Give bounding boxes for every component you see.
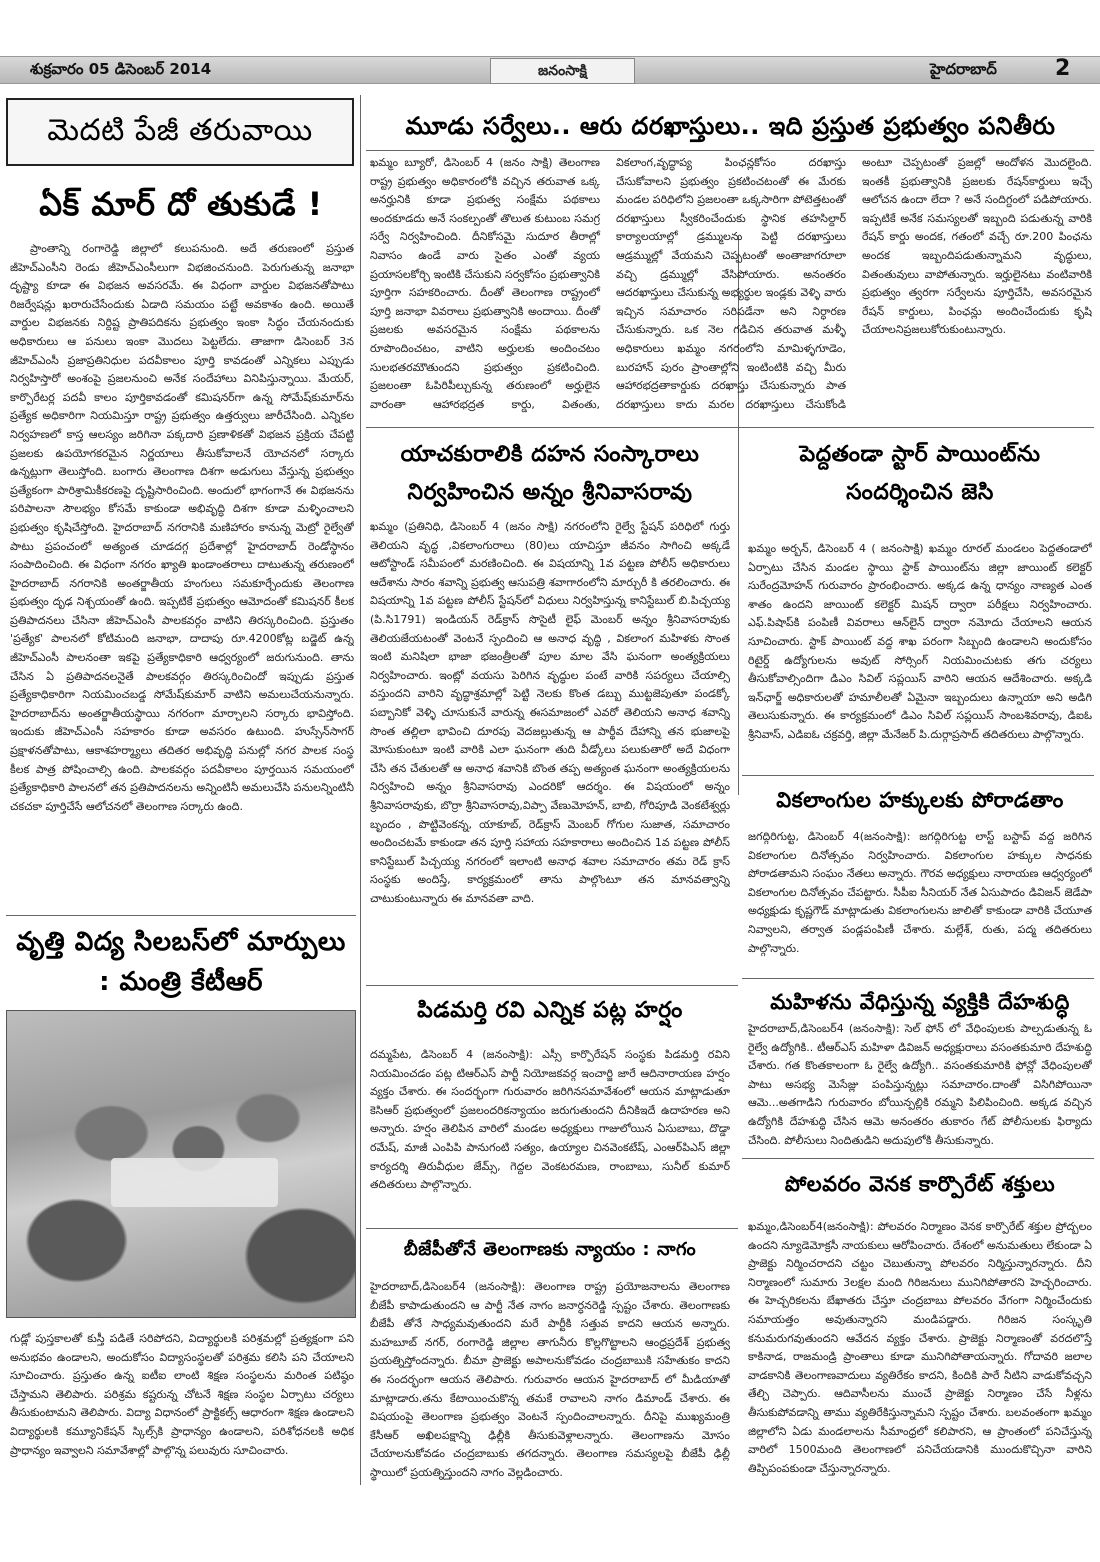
beggar-story-headline-2: నిర్వహించిన అన్నం శ్రీనివాసరావు <box>407 480 693 505</box>
city-name: హైదరాబాద్ <box>930 60 997 78</box>
polavaram-headline: పోలవరం వెనక కార్పొరేట్ శక్తులు <box>784 1172 1056 1196</box>
page-number: 2 <box>1055 56 1071 81</box>
article-syllabus-body: గుడ్లో పుస్తకాలతో కుస్తీ పడితే సరిపోదని, విద్యార్థులకి పరిశ్రమల్లో ప్రత్యక్షంగా పని అనుభవం ఉండాలని, అందుకోసం విద్యాసంస్థలతో పరిశ్రమ కలిసి పని చేయాలని సూచించారు. ప్రస్తుతం ఉన్న ఐటీఐ లాంటి శిక్షణ సంస్థలను మరింత పటిష్ఠం చేస్తామని తెలిపారు. పరిశ్రమ కష్టరున్న చోటనే శిక్షణ సంస్థల ఏర్పాటు చర్యలు తీసుకుంటామని తెలిపారు. విద్యా విధానంలో ప్రాక్టికల్స్ ఆధారంగా శిక్షణ ఉండాలని విద్యార్థులకి కమ్యూనికేషన్ స్కిల్స్‌కి ప్రాధాన్యం ఉండాలని, పరిశోధనలకి అధిక ప్రాధాన్యం ఇవ్వాలని సమావేశాల్లో పాల్గొన్న పలువురు సూచించారు. <box>10 1332 354 1457</box>
top-story-headline: మూడు సర్వేలు.. ఆరు దరఖాస్తులు.. ఇది ప్రస్తుత ప్రభుత్వం పనితీరు <box>405 112 1056 140</box>
issue-date: శుక్రవారం 05 డిసెంబర్ 2014 <box>30 60 212 78</box>
disabled-rights-body: జగద్గిరిగుట్ట, డిసెంబర్ 4(జనంసాక్షి): జగద్గిరిగుట్ట లాస్ట్ బస్టాప్ వద్ద జరిగిన వికలాంగుల దినోత్సవం నిర్వహించారు. వికలాంగుల హక్కుల సాధనకు పోరాడతామని సంఘం నేతలు అన్నారు. గౌరవ అధ్యక్షులు నారాయణ ఆధ్వర్యంలో వికలాంగుల దినోత్సవం చేపట్టారు. సీపీఐ సీనియర్ నేత ఏసుపాదం డివిజన్ జెడేపా అధ్యక్షుడు కృష్ణగౌడ్ మాట్లాడుతు వికలాంగులను జాలితో కాకుండా వారికి చేయూత నివ్వాలని, తర్వాత పండ్లపంపిణీ చేశారు. మల్లేశ్, రుతు, పద్మ తదితరులు పాల్గొన్నారు. <box>748 830 1092 955</box>
article-ek-mar-headline: ఏక్ మార్ దో తుకుడే ! <box>39 185 323 223</box>
top-story-body: ఖమ్మం బ్యూరో, డిసెంబర్ 4 (జనం సాక్షి) తెలంగాణ రాష్ట్ర ప్రభుత్వం అధికారంలోకి వచ్చిన తరువాత ఒక్క అనర్హునికి కూడా ప్రభుత్వ సంక్షేమ పథకాలు అందకూడదు అనే సంకల్పంతో తొలుత కుటుంబ సమగ్ర సర్వే నిర్వహించింది. దీనికోసమై సుదూర తీరాల్లో నివాసం ఉండే వారు సైతం ఎంతో వ్యయ ప్రయాసలకోర్చి ఇంటికి చేసుకుని సర్వకోసం ప్రభుత్వానికి పూర్తిగా సహకరించారు. దీంతో తెలంగాణ రాష్ట్రంలో పూర్తి జనాభా వివరాలు ప్రభుత్వానికి అందాయి. దీంతో ప్రజలకు అవసరమైన సంక్షేమ పథకాలను రూపొందించటం, వాటిని అర్హులకు అందించటం సులభతరమౌతుందని ప్రభుత్వం ప్రకటించింది. ప్రజలంతా ఓపిరిపీల్చుకున్న తరుణంలో అర్హులైన వారంతా ఆహారభద్రత కార్డు, వితంతు, వికలాంగ,వృద్ధాప్య పింఛన్లకోసం దరఖాస్తు చేసుకోవాలని ప్రభుత్వం ప్రకటించటంతో ఈ మేరకు మండల పరిధిలోని ప్రజలంతా ఒక్కసారిగా పోటెత్తటంతో దరఖాస్తులు స్వీకరించేందుకు స్థానిక తహసిల్దార్ కార్యాలయాల్లో డ్రమ్ములను పెట్టి దరఖాస్తులు ఆడ్రమ్ముల్లో వేయమని చెప్పటంతో అంతాజాగరూలా వచ్చి డ్రమ్ముల్లో వేసిపోయారు. అనంతరం ఆదరఖాస్తులు చేసుకున్న అభ్యర్థుల ఇండ్లకు వెళ్ళి వారు ఇచ్చిన సమాచారం సరిపడేనా అని నిర్ధారణ చేసుకున్నారు. ఒక నెల గడిచిన తరువాత మళ్ళీ అధికారులు ఖమ్మం నగరంలోని మామిళ్ళగూడెం, బురహాన్ పురం ప్రాంతాల్లోని ఇంటింటికి వచ్చి మీరు ఆహారభద్రతాకార్డుకు దరఖాస్తు చేసుకున్నారు పాత దరఖాస్తులు కాదు మరల దరఖాస్తులు చేసుకోండి అంటూ చెప్పటంతో ప్రజల్లో ఆందోళన మొదలైంది. ఇంతకీ ప్రభుత్వానికి ప్రజలకు రేషన్‌కార్డులు ఇచ్చే ఆలోచన ఉందా లేదా ? అనే సందిగ్దంలో పడిపోయారు. ఇప్పటికే అనేక సమస్యలతో ఇబ్బంది పడుతున్న వారికి రేషన్ కార్డు అందక, గతంలో వచ్చే రూ.200 పింఛను అందక ఇబ్బందిపడుతున్నామని వృద్ధులు, వితంతువులు వాపోతున్నారు. ఇర్హులైనటు వంటివారికి ప్రభుత్వం త్వరగా సర్వేలను పూర్తిచేసి, అవసరమైన రేషన్ కార్డులు, పింఛన్లు అందించేందుకు కృషి చేయాలనిప్రజలుకోరుకుంటున్నారు. <box>370 156 1092 411</box>
newspaper-logo: జనంసాక్షి <box>490 58 635 84</box>
right-rule-1 <box>742 775 1094 776</box>
article-syllabus-headline-2: : మంత్రి కేటీఆర్ <box>99 967 263 997</box>
harassment-headline: మహిళను వేధిస్తున్న వ్యక్తికి దేహశుద్ధి <box>770 990 1070 1014</box>
disabled-rights-headline: వికలాంగుల హక్కులకు పోరాడతాం <box>776 788 1064 812</box>
middle-rule-2 <box>366 1228 738 1229</box>
right-rule-3 <box>742 1158 1094 1159</box>
continued-banner: మెదటి పేజీ తరువాయి <box>6 98 354 166</box>
star-point-body: ఖమ్మం అర్బన్, డిసెంబర్ 4 ( జనంసాక్షి) ఖమ్మం రూరల్ మండలం పెద్దతండాలో ఏర్పాటు చేసిన మండల స్థాయి స్టాక్ పాయింట్‌ను జిల్లా జాయింట్ కలెక్టర్ సురేంద్రమోహన్ గురువారం ప్రారంభించారు. అక్కడ ఉన్న ధాన్యం నాణ్యత ఎంత శాతం ఉందని జాయింట్ కలెక్టర్ మిషన్ ద్వారా పరీక్షలు నిర్వహించారు. ఎఫ్.పిషాప్‌కి పంపిణీ వివరాలు ఆన్‌లైన్ ద్వారా నమోదు చేయాలని ఆయన సూచించారు. స్టాక్ పాయింట్ వద్ద శాఖ పరంగా సిబ్బంది ఉండాలని అందుకోసం రిటైర్డ్ ఉద్యోగులను అవుట్ సోర్సింగ్ నియమించుటకు తగు చర్యలు తీసుకోవాల్సిందిగా డిఎం సివిల్ సప్లయిస్ వారిని ఆయన ఆదేశించారు. అక్కడి ఇన్‌ఛార్జ్ అధికారులతో హమాలీలతో ఏమైనా ఇబ్బందులు ఉన్నాయా అని అడిగి తెలుసుకున్నారు. ఈ కార్యక్రమంలో డిఎం సివిల్ సప్లయిస్ సాంబశివరావు, డిఐఓ శ్రీనివాస్, ఎడిఐఓ చక్రవర్తి, జిల్లా మేనేజర్ పి.దుర్గాప్రసాద్ తదితరులు పాల్గొన్నారు. <box>748 542 1092 741</box>
article-syllabus-headline-1: వృత్తి విద్య సిలబస్‌లో మార్పులు <box>16 927 346 957</box>
top-story-rule <box>366 150 1094 151</box>
bjp-headline: బీజేపీతోనే తెలంగాణకు న్యాయం : నాగం <box>403 1239 697 1260</box>
left-separator <box>6 915 356 916</box>
star-point-headline-1: పెద్దతండా స్టార్ పాయింట్‌ను <box>799 442 1041 467</box>
pidamarthi-body: దమ్మపేట, డిసెంబర్ 4 (జనంసాక్షి): ఎస్సీ కార్పొరేషన్ సంస్థకు పిడమర్తి రవిని నియమించడం పట్ల టిఆర్ఎస్ పార్టీ నియోజకవర్గ ఇంచార్జి జారే ఆదినారాయణ హర్షం వ్యక్తం చేశారు. ఈ సందర్భంగా గురువారం జరిగినసమావేశంలో ఆయన మాట్లాడుతూ కెసిఆర్ ప్రభుత్వంలో ప్రజలందరికన్యాయం జరుగుతుందని దీనికిఇదే ఉదాహరణ అని అన్నారు. హర్షం తెలిపిన వారిలో మండల అధ్యక్షులు గాజులోయిన ఏసుబాబు, దొడ్డా రమేష్, మాజీ ఎంపిపి పానుగంటి సత్యం, ఉయ్యాల చినవెంకటేష్, ఎంఆర్‌పిఎస్ జిల్లా కార్యదర్శి తిరువీధుల జేమ్స్, గెద్దల వెంకటరమణ, రాంబాబు, సునీల్ కుమార్ తదితరులు పాల్గొన్నారు. <box>370 1048 730 1192</box>
top-story-bottom-rule <box>366 427 1094 428</box>
beggar-story-body: ఖమ్మం (ప్రతినిధి, డిసెంబర్ 4 (జనం సాక్షి) నగరంలోని రైల్వే స్టేషన్ పరిధిలో గుర్తు తెలియని వృద్ధ ,వికలాంగురాలు (80)లు యాచిస్తూ జీవనం సాగించి అక్కడే ఆటోస్టాండ్ సమీపంలో మరణించింది. ఈ విషయాన్ని 1వ పట్టణ పోలీస్ అధికారులు ఆదేశాను సారం శవాన్ని ప్రభుత్వ ఆసుపత్రి శవాగారంలోని మార్చురీ కి తరలించారు. ఈ విషయాన్ని 1వ పట్టణ పోలీస్ స్టేషన్‌లో విధులు నిర్వహిస్తున్న కానిస్టేబుల్ బి.పిచ్చయ్య (పి.సి1791) ఇండియన్ రెడ్‌క్రాస్ సొసైటీ లైఫ్ మెంబర్ అన్నం శ్రీనివాసరావుకు తెలియజేయటంతో వెంటనే స్పందించి ఆ అనాధ వృద్ధి , వికలాంగ మహిళకు సొంత ఇంటి మనిషిలా భాజా భజంత్రీలతో పూల మాల వేసి ఘనంగా అంత్యక్రియలు నిర్వహించారు. ఇంట్లో వయసు పెరిగిన వృద్ధుల పంటే వారికి సపర్యలు చేయాల్సి వస్తుందని వారిని వృద్ధాశ్రమాల్లో పెట్టి నెలకు కొంత డబ్బు ముట్టజెపుతూ పండక్కో పబ్బానికో వెళ్ళి చూసుకునే వారున్న ఈసమాజంలో ఎవరో తెలియని అనాధ శవాన్ని సొంత తల్లిలా భావించి దూరపు వెదజల్లుతున్న ఆ పార్థీవ దేహాన్ని తన భుజాలపై మోసుకుంటూ ఇంటి వారికి ఎలా ఘనంగా తుది వీడ్కోలు పలుకుతారో అదే విధంగా చేసి తన చేతులతో ఆ అనాధ శవానికి బొంత తప్ప అత్యంత ఘనంగా అంత్యక్రియలను నిర్వహించి అన్నం శ్రీనివాసరావు ఎందరికో ఆదర్శం. ఈ విషయంలో అన్నం శ్రీనివాసరావుకు, బొర్రా శ్రీనివాసరావు,విప్పా వేణుమోహన్, బాబి, గోరిపూడి వెంకటేశ్వర్లు బృందం , పొట్టివెంకన్న, యాకూబ్, రెడ్‌క్రాస్ మెంబర్ గోగుల సుజాత, సమాచారం అందించటమే కాకుండా తన పూర్తి సహాయ సహకారాలు అందించిన 1వ పట్టణ పోలీస్ కానిస్టేబుల్ పిచ్చయ్య నగరంలో ఇలాంటి అనాధ శవాల సమాచారం తమ రెడ్ క్రాస్ సంస్థకు అందిస్తే, కార్యక్రమంలో తాను పాల్గొంటూ తన మానవత్వాన్ని చాటుకుంటున్నారు ఈ మానవతా వాది. <box>370 520 730 905</box>
middle-rule-1 <box>366 985 738 986</box>
star-point-headline-2: సందర్శించిన జెసి <box>846 480 994 505</box>
harassment-body: హైదరాబాద్,డిసెంబర్4 (జనంసాక్షి): సెల్ ఫోన్ లో వేధింపులకు పాల్పడుతున్న ఓ రైల్వే ఉద్యోగికి.. టీఆర్ఎస్ మహిళా డివిజన్ అధ్యక్షురాలు వసంతకుమారి దేహశుద్ధి చేశారు. గత కొంతకాలంగా ఓ రైల్వే ఉద్యోగి.. వసంతకుమారికి ఫోన్లో వేధింపులతో పాటు అసభ్య మెసేజ్లు పంపిస్తున్నట్లు సమాచారం.దాంతో విసిగిపోయినా ఆమె...అతగాడిని గురువారం బోయిన్పల్లికి రమ్మని పిలిపించింది. అక్కడ వచ్చిన ఉద్యోగికి దేహశుద్ధి చేసిన ఆమె అనంతరం తుకారం గేట్ పోలీసులకు ఫిర్యాదు చేసింది. పోలీసులు నిందితుడిని అదుపులోకి తీసుకున్నారు. <box>748 1022 1092 1147</box>
column-divider-left <box>360 95 361 1485</box>
pidamarthi-headline: పిడమర్తి రవి ఎన్నిక పట్ల హర్షం <box>417 998 683 1023</box>
polavaram-body: ఖమ్మం,డిసెంబర్4(జనంసాక్షి): పోలవరం నిర్మాణం వెనక కార్పొరేట్ శక్తుల ప్రోద్బలం ఉందని న్యూడెమోక్రసీ నాయకులు ఆరోపించారు. దేశంలో అనుమతులు లేకుండా ఏ ప్రాజెక్టు నిర్మించరాదని చట్టం చెబుతున్నా పోలవరం నిర్మిస్తున్నారన్నారు. దీని నిర్మాణంలో సుమారు 3లక్షల మంది గిరిజనులు మునిగిపోతారని హెచ్చరించారు. ఈ హెచ్చరికలను బేఖాతరు చేస్తూ చంద్రబాబు పోలవరం వేగంగా నిర్మించేందుకు సమాయత్తం అవుతున్నారని మండిపడ్డారు. గిరిజన సంస్కృతి కనుమరుగవుతుందని ఆవేదన వ్యక్తం చేశారు. ప్రాజెక్టు నిర్మాణంతో వరదలొస్తే కాకినాడ, రాజమండ్రి ప్రాంతాలు కూడా మునిగిపోతాయన్నారు. గోదావరి జలాల వాడకానికి తెలంగాణవాదులు వ్యతిరేకం కాదని, కిందికి పారే నీటిని వాడుకోవచ్చని తేల్చి చెప్పారు. ఆదివాసీలను ముంచే ప్రాజెక్టు నిర్మాణం చేసే నీళ్లను తీసుకుపోవడాన్ని తాము వ్యతిరేకిస్తున్నామని స్పష్టం చేశారు. బలవంతంగా ఖమ్మం జిల్లాలోని ఏడు మండలాలను సీమాంధ్రలో కలిపారని, ఆ ప్రాంతంలో పనిచేస్తున్న వారిలో 1500మంది తెలంగాణలో పనిచేయడానికి ముందుకొచ్చినా వారిని తిప్పిపంపకుండా చేస్తున్నారన్నారు. <box>748 1220 1092 1475</box>
meeting-photo <box>6 1010 356 1318</box>
article-ek-mar-body: ప్రాంతాన్ని రంగారెడ్డి జిల్లాలో కలుపనుంది. అదే తరుణంలో ప్రస్తుత జీహెచ్ఎంసీని రెండు జీహెచ్ఎంసీలుగా విభజించనుంది. పెరుగుతున్న జనాభా దృష్ట్యా కూడా ఈ విభజన అవసరమే. ఈ విధంగా వార్డుల విభజనతోపాటు రిజర్వేషన్లు ఖరారుచేసేందుకు ఏడాది సమయం పట్టే అవకాశం ఉంది. అయితే వార్డుల విభజనకు నిర్దిష్ట ప్రాతిపదికను ప్రభుత్వం ఇంకా సిద్ధం చేయనందుకు అధికారులు ఆ పనులు ఇంకా మొదలు పెట్టలేదు. తాజాగా డిసెంబర్ 3న జీహెచ్ఎంసీ ప్రజాప్రతినిధుల పదవీకాలం పూర్తి కావడంతో ఎన్నికలు ఎప్పుడు నిర్వహిస్తారో అంశంపై ప్రజలనుంచి అనేక సందేహాలు వినిపిస్తున్నాయి. మేయర్, కార్పొరేటర్ల పదవీ కాలం పూర్తికావడంతో కమిషనర్‌గా ఉన్న సోమేష్‌కుమార్‌ను ప్రత్యేక అధికారిగా నియమిస్తూ రాష్ట్ర ప్రభుత్వం ఉత్తర్వులు జారీచేసింది. ఎన్నికల నిర్వహణలో కాస్త ఆలస్యం జరిగినా పక్కదారి ప్రణాళికతో విభజన ప్రక్రియ చేపట్టి ప్రజలకు ఉపయోగకరమైన నిర్ణయాలు తీసుకోవాలనే యోచనలో సర్కారు ఉన్నట్లుగా తెలుస్తోంది. బంగారు తెలంగాణ దిశగా అడుగులు వేస్తున్న ప్రభుత్వం ప్రత్యేకంగా పారిశ్రామికీకరణపై దృష్టిసారించింది. అందులో భాగంగానే ఈ విభజనను పరిపాలనా సౌలభ్యం కోసమే కాకుండా అభివృద్ధి దిశగా కూడా మళ్ళించాలని ప్రభుత్వం కృషిచేస్తోంది. హైదరాబాద్ నగరానికి మణిహారం కానున్న మెట్రో రైల్వేతో పాటు ప్రపంచంలో అత్యంత చూడదగ్గ ప్రదేశాల్లో హైదరాబాద్ రెండోస్థానం సంపాదించింది. ఈ విధంగా నగరం ఖ్యాతి ఖండాంతరాలు దాటుతున్న తరుణంలో హైదరాబాద్ నగరానికి అంతర్జాతీయ హంగులు సమకూర్చేందుకు తెలంగాణ ప్రభుత్వం దృఢ నిశ్చయంతో ఉంది. ఇప్పటికే ప్రభుత్వం ఆమోదంతో కమిషనర్ కీలక ప్రతిపాదనలు చేసినా జీహెచ్ఎంసీ పాలకవర్గం వాటిని తిరస్కరించింది. ప్రస్తుతం 'ప్రత్యేక' పాలనలో కోటిమంది జనాభా, దాదాపు రూ.4200కోట్ల బడ్జెట్ ఉన్న జీహెచ్ఎంసీ పాలనంతా ఇకపై ప్రత్యేకాధికారి ఆధ్వర్యంలో జరుగునుంది. తాను చేసిన ఏ ప్రతిపాదనలనైతే పాలకవర్గం తిరస్కరించిందో ఇప్పుడు ప్రస్తుత ప్రత్యేకాధికారిగా నియమించబడ్డ సోమేష్‌కుమార్ వాటిని అమలుచేయనున్నారు. హైదరాబాద్‌ను అంతర్జాతీయస్థాయి నగరంగా మార్చాలని సర్కారు భావిస్తోంది. ఇందుకు జీహెచ్ఎంసీ సహకారం కూడా అవసరం ఉటుంది. హుస్సేన్‌సాగర్ ప్రక్షాళనతోపాటు, ఆకాశహర్మ్యాలు తదితర అభివృద్ధి పనుల్లో నగర పాలక సంస్థ కీలక పాత్ర పోషించాల్సి ఉంది. పాలకవర్గం పదవీకాలం పూర్తయిన సమయంలో ప్రత్యేకాధికారి పాలనలో తన ప్రతిపాదనలను అన్నింటినీ అమలుచేసి పనులన్నింటినీ చకచకా పూర్తిచేసే ఆలోచనలో తెలంగాణ సర్కారు ఉంది. <box>10 242 354 813</box>
right-rule-2 <box>742 978 1094 979</box>
beggar-story-headline-1: యాచకురాలికి దహన సంస్కారాలు <box>400 442 700 467</box>
photo-table-shape <box>111 1158 278 1207</box>
bjp-body: హైదరాబాద్,డిసెంబర్4 (జనంసాక్షి): తెలంగాణ రాష్ట్ర ప్రయోజనాలను తెలంగాణ బీజేపీ కాపాడుతుందని ఆ పార్టీ నేత నాగం జనార్ధనరెడ్డి స్పష్టం చేశారు. తెలంగాణకు బీజేపీ తోనే సాధ్యమవుతుందని మరే పార్టీకి సత్తువ కాదని ఆయన అన్నారు. మహబూబ్ నగర్, రంగారెడ్డి జిల్లాల తాగునీరు కొల్లగొట్టాలని ఆంధ్రప్రదేశ్ ప్రభుత్వ ప్రయత్నిస్తోందన్నారు. బీమా ప్రాజెక్టు అపాలనుకోవడం చంద్రబాబుకి సహేతుకం కాదని ఈ సందర్భంగా ఆయన తెలిపారు. గురువారం ఆయన హైదరాబాద్ లో మీడియాతో మాట్లాడారు.తను కేటాయించుకొన్న తమకే రావాలని నాగం డిమాండ్ చేశారు. ఈ విషయంపై తెలంగాణ ప్రభుత్వం వెంటనే స్పందించాలన్నారు. దీనిపై ముఖ్యమంత్రి కేసీఆర్ అఖిలపక్షాన్ని ఢిల్లీకి తీసుకువెళ్లాలన్నారు. తెలంగాణను మోసం చేయాలనుకోవడం చంద్రబాబుకు తగదన్నారు. తెలంగాణ సమస్యలపై బీజేపీ ఢిల్లీ స్థాయిలో ప్రయత్నిస్తుందని నాగం వెల్లడించారు. <box>370 1280 730 1479</box>
